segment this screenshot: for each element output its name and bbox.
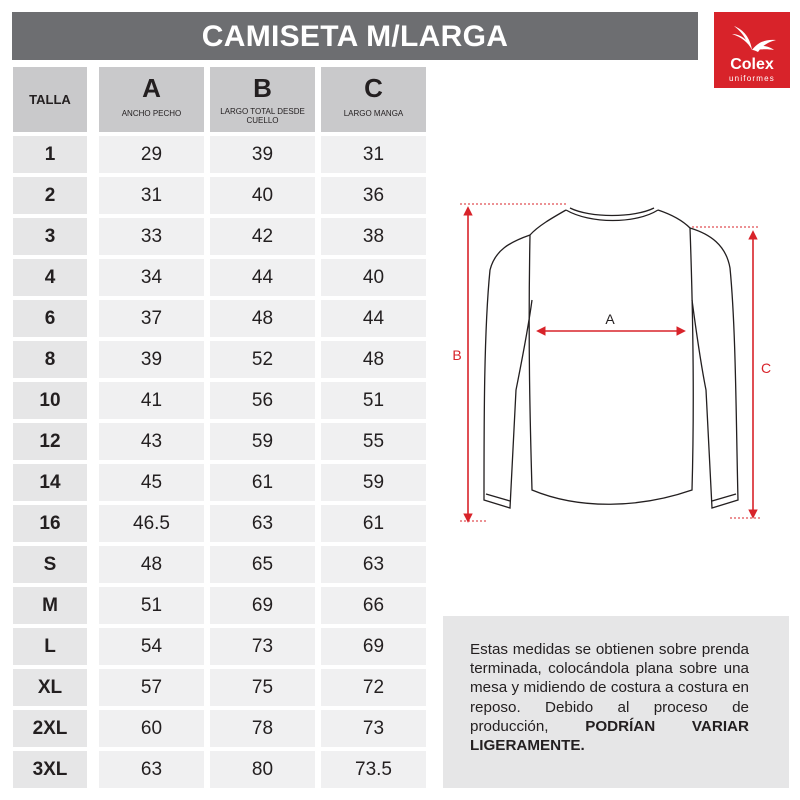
measure-cell-b: 63 <box>210 505 315 542</box>
measure-cell-b: 61 <box>210 464 315 501</box>
measure-cell-a: 54 <box>99 628 204 665</box>
measure-cell-b: 48 <box>210 300 315 337</box>
size-label-cell: 14 <box>13 464 87 501</box>
column-header-c <box>321 67 426 132</box>
brand-name: Colex <box>730 56 774 73</box>
measure-cell-b: 39 <box>210 136 315 173</box>
measure-cell-c: 73.5 <box>321 751 426 788</box>
measure-cell-c: 36 <box>321 177 426 214</box>
measure-cell-a: 29 <box>99 136 204 173</box>
measurement-note <box>443 616 789 788</box>
size-label-cell: XL <box>13 669 87 706</box>
measurement-line-b <box>460 204 566 521</box>
size-label-cell: 3XL <box>13 751 87 788</box>
measure-cell-a: 31 <box>99 177 204 214</box>
size-column-header: TALLA <box>13 67 87 132</box>
measure-cell-c: 63 <box>321 546 426 583</box>
brand-tagline: uniformes <box>729 74 775 83</box>
column-letter-a: A <box>142 73 161 103</box>
measure-cell-a: 60 <box>99 710 204 747</box>
size-label-cell: 2XL <box>13 710 87 747</box>
measure-cell-b: 69 <box>210 587 315 624</box>
size-label-cell: 1 <box>13 136 87 173</box>
measure-cell-b: 75 <box>210 669 315 706</box>
measure-cell-a: 39 <box>99 341 204 378</box>
size-label-cell: 6 <box>13 300 87 337</box>
measure-cell-a: 37 <box>99 300 204 337</box>
measure-cell-b: 73 <box>210 628 315 665</box>
measure-cell-c: 48 <box>321 341 426 378</box>
measure-cell-a: 45 <box>99 464 204 501</box>
column-label-a: ANCHO PECHO <box>121 109 182 118</box>
measure-cell-b: 42 <box>210 218 315 255</box>
size-label-cell: 10 <box>13 382 87 419</box>
size-label-cell: 16 <box>13 505 87 542</box>
note-text: Estas medidas se obtienen sobre prenda terminada, colocándola plana sobre una mesa y midiendo de costura a costura en reposo. Debido al proceso de producción, <box>470 641 749 735</box>
measure-cell-c: 61 <box>321 505 426 542</box>
size-label-cell: L <box>13 628 87 665</box>
measure-cell-b: 59 <box>210 423 315 460</box>
measure-cell-c: 59 <box>321 464 426 501</box>
note-emphasis: PODRÍAN VARIAR LIGERAMENTE. <box>470 717 749 755</box>
measure-cell-c: 44 <box>321 300 426 337</box>
measure-cell-c: 40 <box>321 259 426 296</box>
size-label-cell: 4 <box>13 259 87 296</box>
size-label-cell: 8 <box>13 341 87 378</box>
column-letter-c: C <box>364 73 383 103</box>
measure-cell-a: 57 <box>99 669 204 706</box>
diagram-label-a: A <box>605 311 615 327</box>
column-label-c: LARGO MANGA <box>343 109 404 118</box>
shirt-outline-icon <box>484 208 738 508</box>
measure-cell-a: 51 <box>99 587 204 624</box>
diagram-label-b: B <box>452 347 462 363</box>
column-header-b <box>210 67 315 132</box>
measure-cell-b: 44 <box>210 259 315 296</box>
measure-cell-b: 80 <box>210 751 315 788</box>
measure-cell-c: 38 <box>321 218 426 255</box>
column-header-a <box>99 67 204 132</box>
measure-cell-a: 41 <box>99 382 204 419</box>
measure-cell-c: 66 <box>321 587 426 624</box>
page-title: CAMISETA M/LARGA <box>12 12 698 60</box>
measure-cell-c: 51 <box>321 382 426 419</box>
measure-cell-b: 56 <box>210 382 315 419</box>
diagram-label-c: C <box>760 360 772 376</box>
measure-cell-c: 55 <box>321 423 426 460</box>
measure-cell-a: 63 <box>99 751 204 788</box>
measure-cell-c: 73 <box>321 710 426 747</box>
measure-cell-c: 69 <box>321 628 426 665</box>
measure-cell-a: 33 <box>99 218 204 255</box>
measure-cell-a: 34 <box>99 259 204 296</box>
measure-cell-c: 31 <box>321 136 426 173</box>
measure-cell-a: 48 <box>99 546 204 583</box>
shirt-measurement-diagram <box>440 190 800 535</box>
measure-cell-b: 52 <box>210 341 315 378</box>
measure-cell-b: 40 <box>210 177 315 214</box>
measure-cell-b: 65 <box>210 546 315 583</box>
size-label-cell: 12 <box>13 423 87 460</box>
size-label-cell: S <box>13 546 87 583</box>
size-label-cell: M <box>13 587 87 624</box>
column-letter-b: B <box>253 73 272 103</box>
size-label-cell: 3 <box>13 218 87 255</box>
measure-cell-b: 78 <box>210 710 315 747</box>
column-label-b: LARGO TOTAL DESDE CUELLO <box>220 107 305 125</box>
brand-logo <box>714 12 790 88</box>
measure-cell-a: 46.5 <box>99 505 204 542</box>
measure-cell-c: 72 <box>321 669 426 706</box>
measure-cell-a: 43 <box>99 423 204 460</box>
size-label-cell: 2 <box>13 177 87 214</box>
